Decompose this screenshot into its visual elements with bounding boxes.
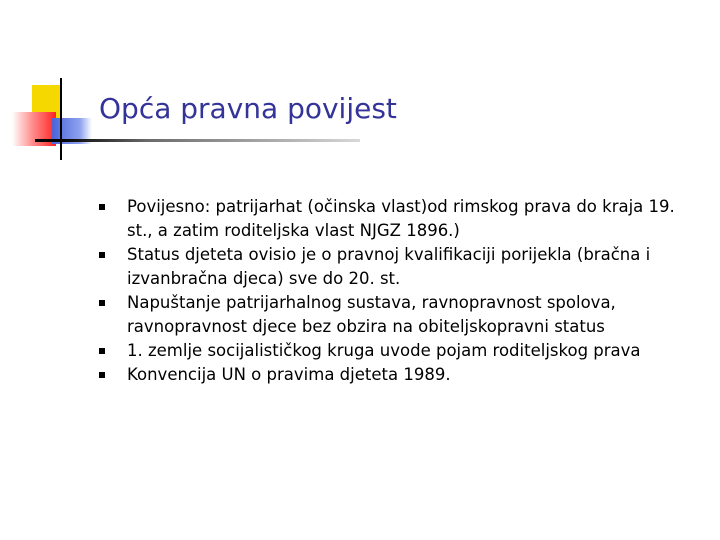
square-bullet-icon	[99, 348, 105, 354]
title-underline	[35, 139, 360, 142]
square-bullet-icon	[99, 300, 105, 306]
bullet-item	[96, 291, 696, 339]
bullet-item	[96, 243, 696, 291]
bullet-text: Napuštanje patrijarhalnog sustava, ravnopravnost spolova, ravnopravnost djece bez obzira na obiteljskopravni status	[127, 293, 616, 336]
square-bullet-icon	[99, 252, 105, 258]
bullet-text: Status djeteta ovisio je o pravnoj kvalifikaciji porijekla (bračna i izvanbračna djeca) sve do 20. st.	[127, 245, 651, 288]
bullet-text: Konvencija UN o pravima djeteta 1989.	[127, 365, 451, 384]
bullet-text: Povijesno: patrijarhat (očinska vlast)od rimskog prava do kraja 19. st., a zatim roditeljska vlast NJGZ 1896.)	[127, 197, 675, 240]
bullet-item	[96, 195, 696, 243]
square-bullet-icon	[99, 204, 105, 210]
bullet-item	[96, 363, 696, 387]
slide-title: Opća pravna povijest	[99, 92, 397, 125]
bullet-list	[96, 195, 696, 387]
bullet-item	[96, 339, 696, 363]
ornament-vertical-line	[60, 78, 62, 160]
bullet-text: 1. zemlje socijalističkog kruga uvode pojam roditeljskog prava	[127, 341, 641, 360]
square-bullet-icon	[99, 372, 105, 378]
